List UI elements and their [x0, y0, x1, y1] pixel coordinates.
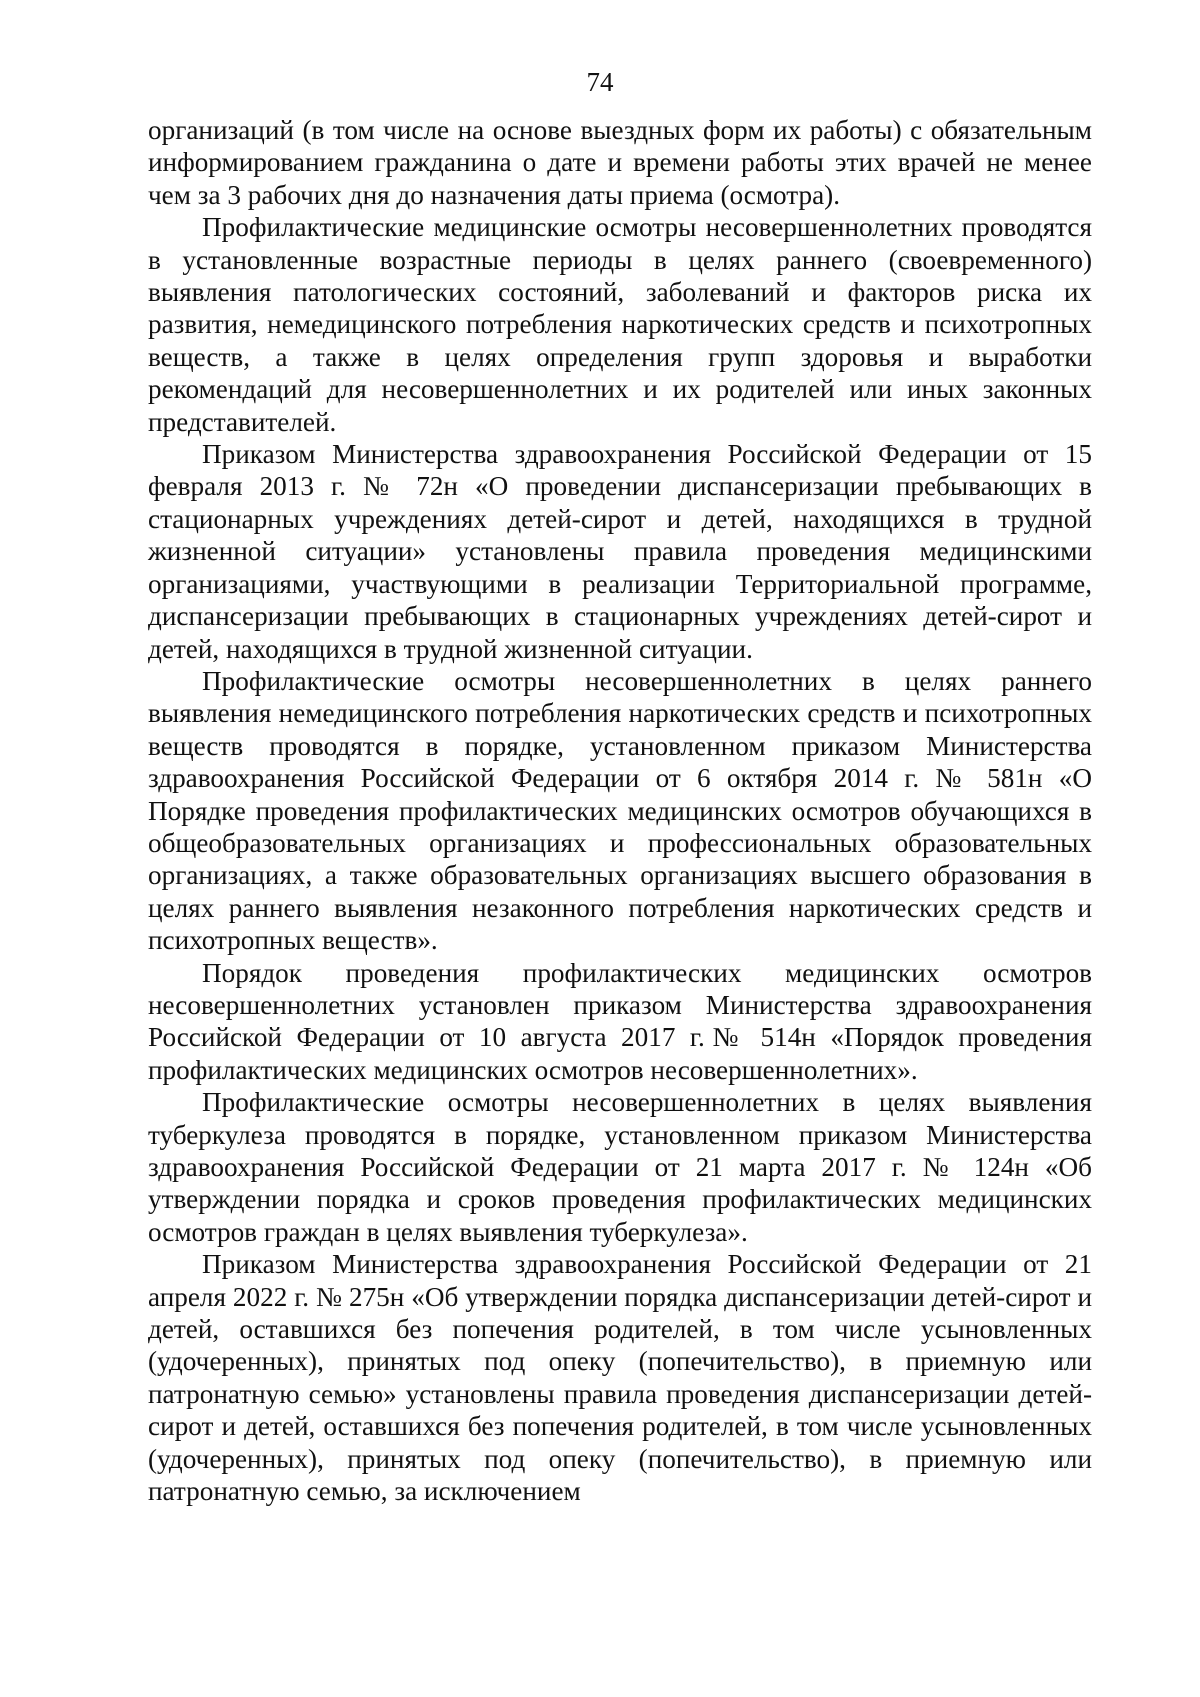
- paragraph-continuation: организаций (в том числе на основе выездных форм их работы) с обязательным информированием гражданина о дате и времени работы этих врачей не менее чем за 3 рабочих дня до назначения даты приема (осмотра).: [148, 115, 1092, 210]
- paragraph: Приказом Министерства здравоохранения Российской Федерации от 15 февраля 2013 г. № 72н «О проведении диспансеризации пребывающих в стационарных учреждениях детей-сирот и детей, находящихся в трудной жизненной ситуации» установлены правила проведения медицинскими организациями, участвующими в реализации Территориальной программе, диспансеризации пребывающих в стационарных учреждениях детей-сирот и детей, находящихся в трудной жизненной ситуации.: [148, 439, 1092, 664]
- paragraph: Порядок проведения профилактических медицинских осмотров несовершеннолетних установлен приказом Министерства здравоохранения Российской Федерации от 10 августа 2017 г.№ 514н «Порядок проведения профилактических медицинских осмотров несовершеннолетних».: [148, 957, 1092, 1085]
- page-number: 74: [586, 67, 614, 97]
- paragraph: Профилактические медицинские осмотры несовершеннолетних проводятся в установленные возрастные периоды в целях раннего (своевременного) выявления патологических состояний, заболеваний и факторов риска их развития, немедицинского потребления наркотических средств и психотропных веществ, а также в целях определения групп здоровья и выработки рекомендаций для несовершеннолетних и их родителей или иных законных представителей.: [148, 212, 1092, 437]
- paragraph: Профилактические осмотры несовершеннолетних в целях раннего выявления немедицинского потребления наркотических средств и психотропных веществ проводятся в порядке, установленном приказом Министерства здравоохранения Российской Федерации от 6 октября 2014 г. № 581н «О Порядке проведения профилактических медицинских осмотров обучающихся в общеобразовательных организациях и профессиональных образовательных организациях, а также образовательных организациях высшего образования в целях раннего выявления незаконного потребления наркотических средств и психотропных веществ».: [148, 665, 1092, 956]
- paragraph: Профилактические осмотры несовершеннолетних в целях выявления туберкулеза проводятся в порядке, установленном приказом Министерства здравоохранения Российской Федерации от 21 марта 2017 г. № 124н «Об утверждении порядка и сроков проведения профилактических медицинских осмотров граждан в целях выявления туберкулеза».: [148, 1087, 1092, 1247]
- paragraph: Приказом Министерства здравоохранения Российской Федерации от 21 апреля 2022 г. № 275н «Об утверждении порядка диспансеризации детей-сирот и детей, оставшихся без попечения родителей, в том числе усыновленных (удочеренных), принятых под опеку (попечительство), в приемную или патронатную семью» установлены правила проведения диспансеризации детей-сирот и детей, оставшихся без попечения родителей, в том числе усыновленных (удочеренных), принятых под опеку (попечительство), в приемную или патронатную семью, за исключением: [148, 1249, 1092, 1507]
- document-body: [148, 114, 1092, 1507]
